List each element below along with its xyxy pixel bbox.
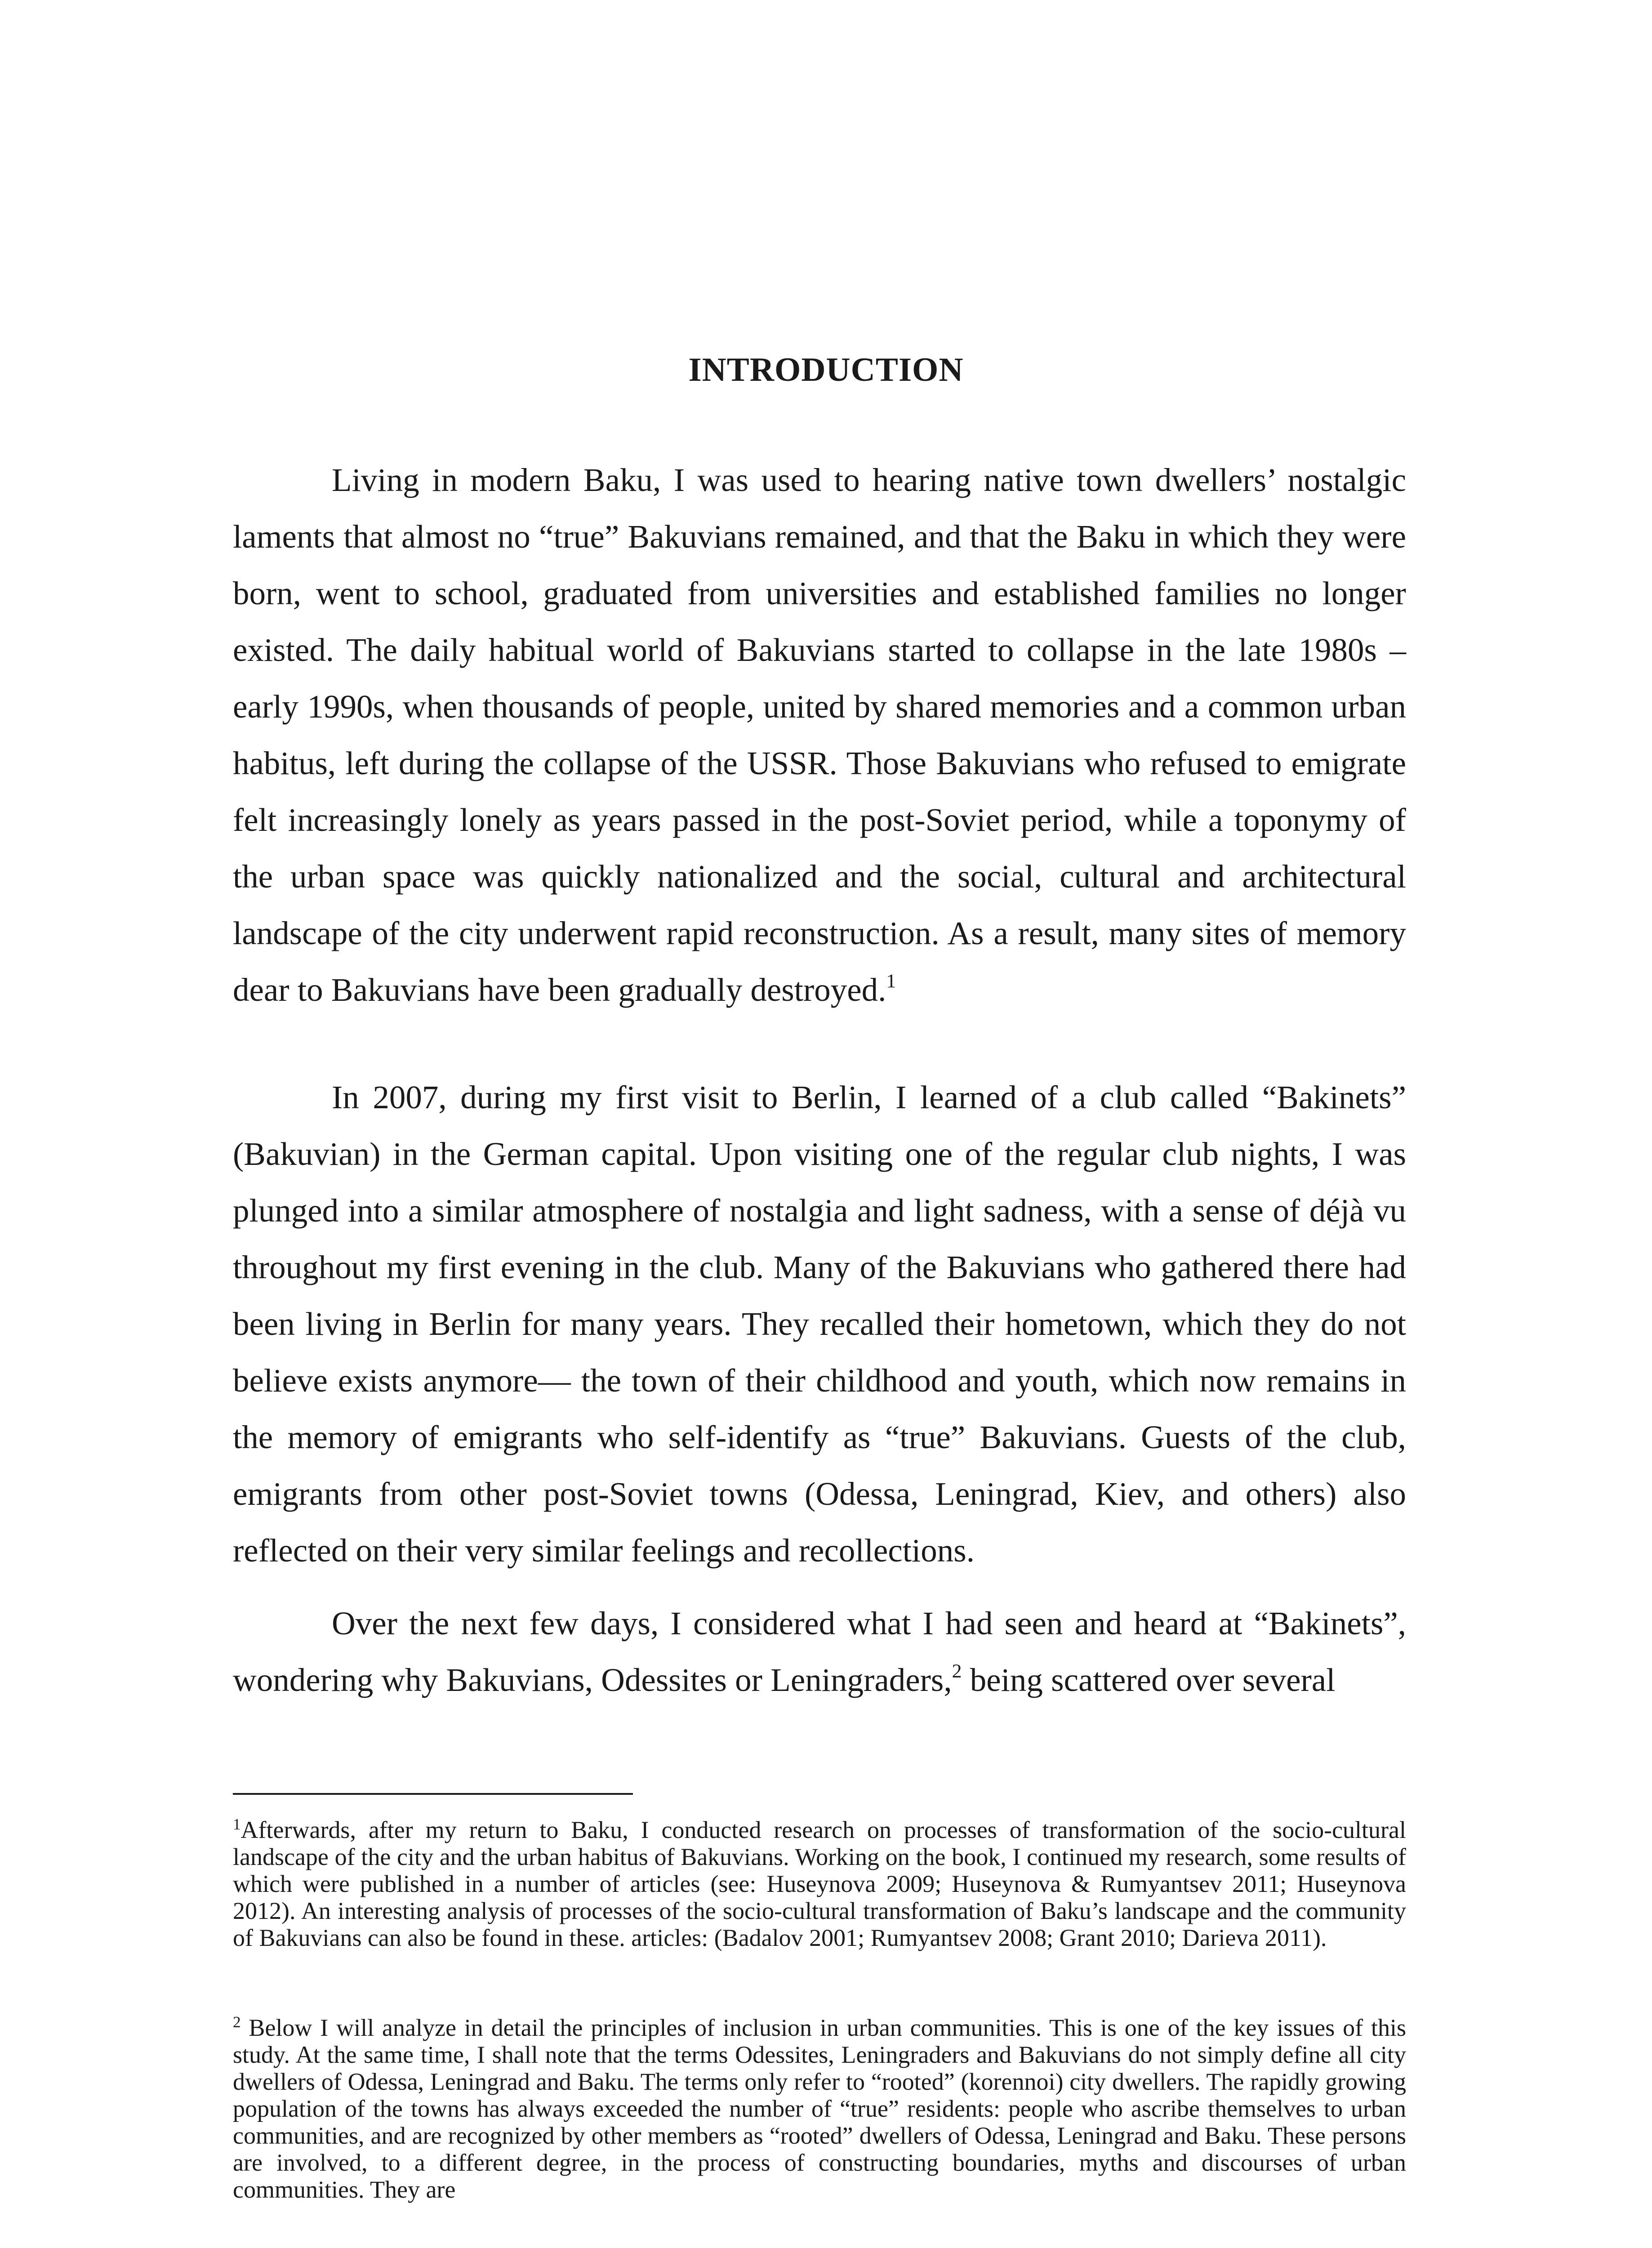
footnote-mark: 2 (233, 2013, 241, 2031)
body-paragraph-3 (233, 1595, 1406, 1708)
body-paragraph-2 (233, 1069, 1406, 1579)
footnote-1 (233, 1816, 1406, 1951)
footnote-2 (233, 2014, 1406, 2203)
paragraph-text: Living in modern Baku, I was used to hearing native town dwellers’ nostalgic laments that almost no “true” Bakuvians remained, and that the Baku in which they were born, went to school, graduated from universities and established families no longer existed. The daily habitual world of Bakuvians started to collapse in the late 1980s – early 1990s, when thousands of people, united by shared memories and a common urban habitus, left during the collapse of the USSR. Those Bakuvians who refused to emigrate felt increasingly lonely as years passed in the post-Soviet period, while a toponymy of the urban space was quickly nationalized and the social, cultural and architectural landscape of the city underwent rapid reconstruction. As a result, many sites of memory dear to Bakuvians have been gradually destroyed. (233, 462, 1406, 1008)
footnote-reference[interactable]: 1 (886, 970, 896, 992)
section-heading: INTRODUCTION (688, 351, 964, 388)
footnote-mark: 1 (233, 1815, 241, 1833)
paragraph-text: In 2007, during my first visit to Berlin, I learned of a club called “Bakinets” (Bakuvian) in the German capital. Upon visiting one of the regular club nights, I was plunged into a similar atmosphere of nostalgia and light sadness, with a sense of déjà vu throughout my first evening in the club. Many of the Bakuvians who gathered there had been living in Berlin for many years. They recalled their hometown, which they do not believe exists anymore— the town of their childhood and youth, which now remains in the memory of emigrants who self-identify as “true” Bakuvians. Guests of the club, emigrants from other post-Soviet towns (Odessa, Leningrad, Kiev, and others) also reflected on their very similar feelings and recollections. (233, 1079, 1406, 1569)
footnote-text: Afterwards, after my return to Baku, I conducted research on processes of transformation of the socio-cultural landscape of the city and the urban habitus of Bakuvians. Working on the book, I continued my research, some results of which were published in a number of articles (see: Huseynova 2009; Huseynova & Rumyantsev 2011; Huseynova 2012). An interesting analysis of processes of the socio-cultural transformation of Baku’s landscape and the community of Bakuvians can also be found in these. articles: (Badalov 2001; Rumyantsev 2008; Grant 2010; Darieva 2011). (233, 1816, 1406, 1951)
footnote-text: Below I will analyze in detail the principles of inclusion in urban communities. This is one of the key issues of this study. At the same time, I shall note that the terms Odessites, Leningraders and Bakuvians do not simply define all city dwellers of Odessa, Leningrad and Baku. The terms only refer to “rooted” (korennoi) city dwellers. The rapidly growing population of the towns has always exceeded the number of “true” residents: people who ascribe themselves to urban communities, and are recognized by other members as “rooted” dwellers of Odessa, Leningrad and Baku. These persons are involved, to a different degree, in the process of constructing boundaries, myths and discourses of urban communities. They are (233, 2014, 1406, 2203)
paragraph-text: being scattered over several (962, 1662, 1336, 1698)
footnote-reference[interactable]: 2 (952, 1660, 962, 1682)
paragraph-text: Over the next few days, I considered what I had seen and heard at “Bakinets”, wondering why Bakuvians, Odessites or Leningraders, (233, 1605, 1406, 1698)
footnote-separator (233, 1793, 633, 1795)
body-paragraph-1 (233, 452, 1406, 1018)
